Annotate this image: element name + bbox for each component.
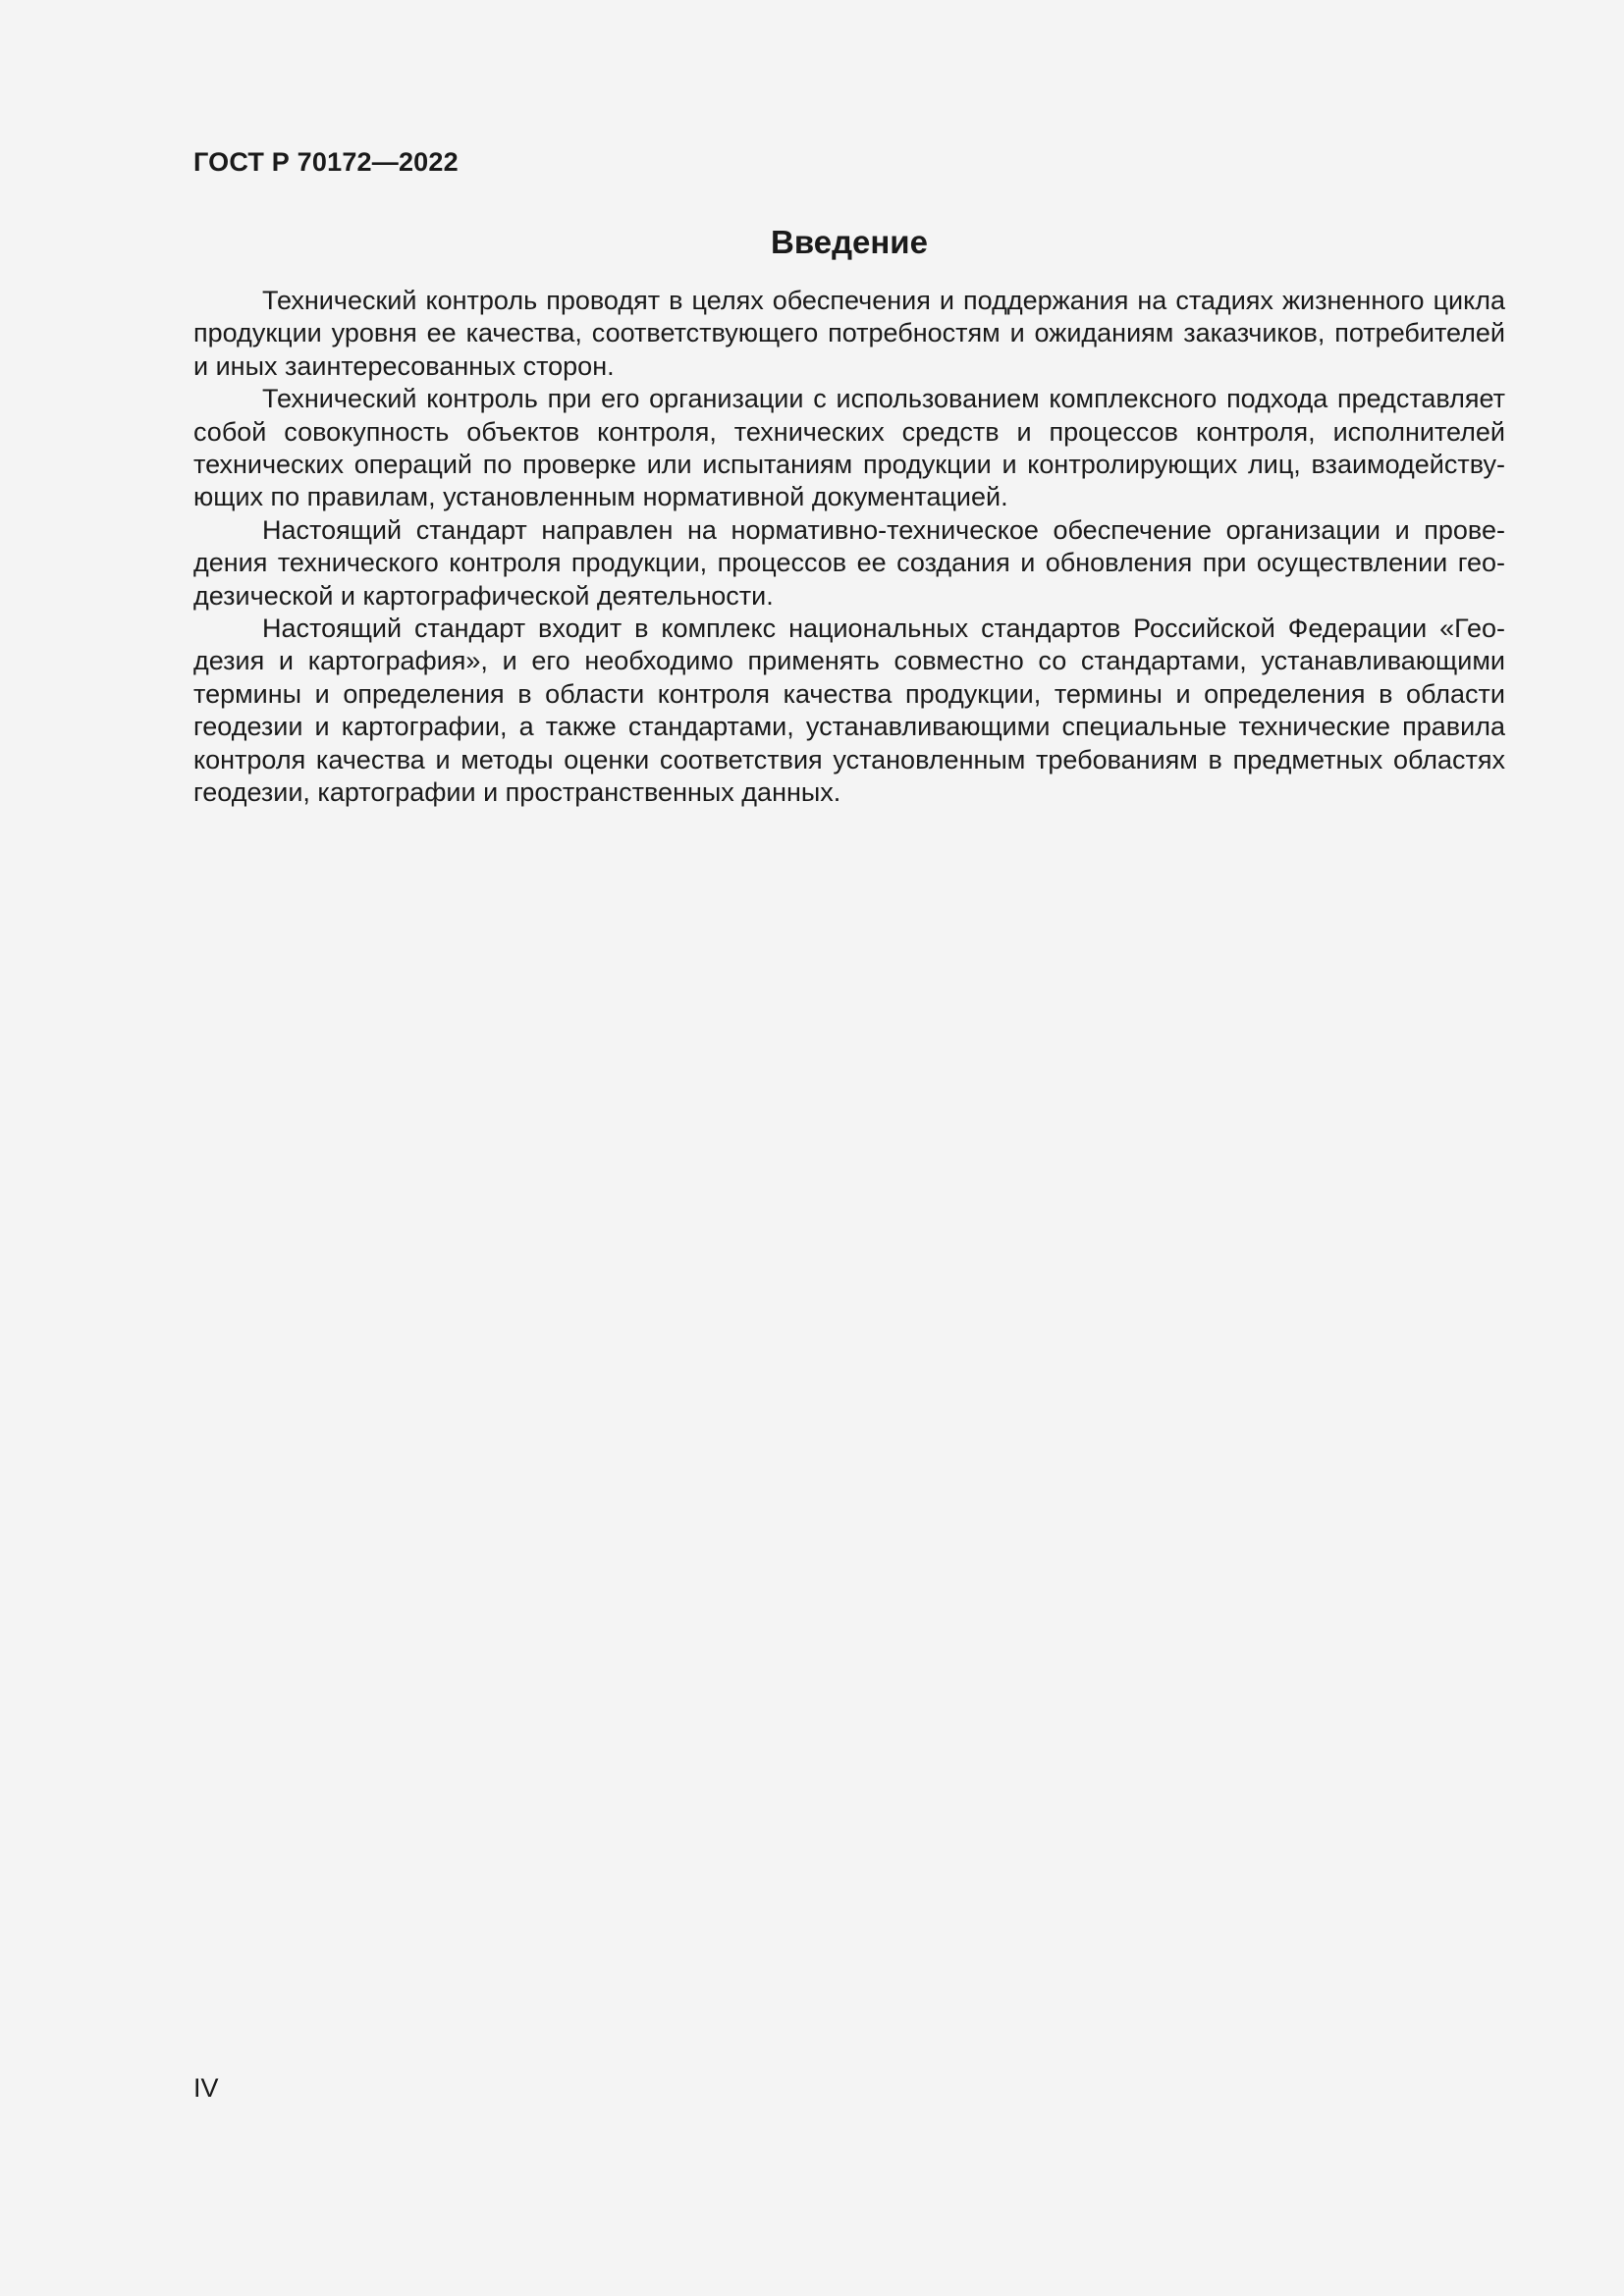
paragraph: Технический контроль при его организации с использованием комплексного подхода представляет собой совокупность объектов контроля, технических средств и процессов контроля, исполнителей технических операций по проверке или испытаниям продукции и контролирующих лиц, взаимодействующих по правилам, установленным нормативной документацией.: [193, 384, 1505, 512]
section-title: Введение: [771, 224, 928, 260]
paragraph: Технический контроль проводят в целях обеспечения и поддержания на стадиях жизненного цикла продукции уровня ее качества, соответствующего потребностям и ожиданиям заказчиков, потребителей и иных заинтересованных сторон.: [193, 286, 1505, 381]
body-text: [193, 285, 1505, 810]
document-header: ГОСТ Р 70172—2022: [193, 147, 459, 177]
paragraph: Настоящий стандарт направлен на нормативно-техническое обеспечение организации и проведения технического контроля продукции, процессов ее создания и обновления при осуществлении геодезической и картографической деятельности.: [193, 514, 1505, 611]
paragraph: Настоящий стандарт входит в комплекс национальных стандартов Российской Федерации «Геодезия и картография», и его необходимо применять совместно со стандартами, устанавливающими термины и определения в области контроля качества продукции, термины и определения в области геодезии и картографии, а также стандартами, устанавливающими специальные технические правила контроля качества и методы оценки соответствия установленным требованиям в предметных областях геодезии, картографии и пространственных данных.: [193, 614, 1505, 808]
page-number: IV: [193, 2073, 219, 2103]
